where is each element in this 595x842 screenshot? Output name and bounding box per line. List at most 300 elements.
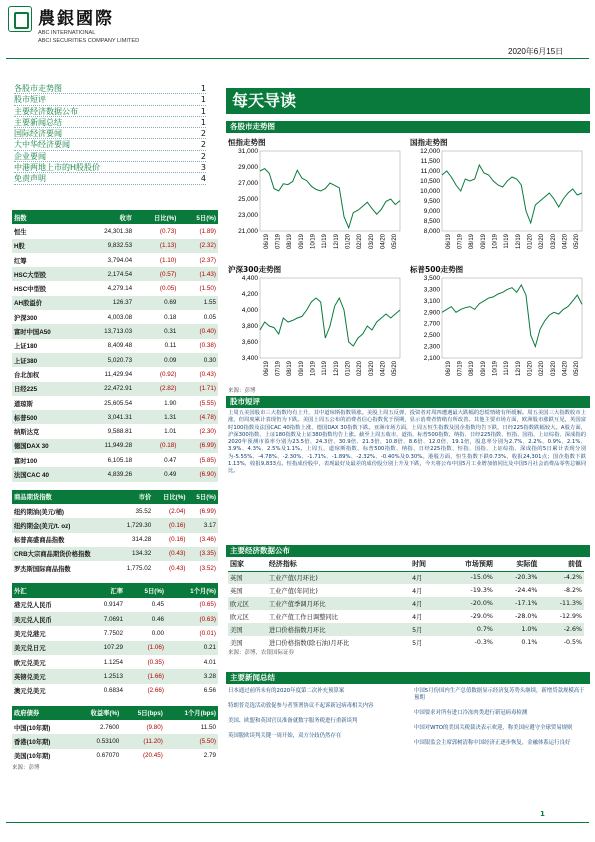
table-cell: 9,588.81 bbox=[107, 428, 133, 436]
table-row bbox=[12, 749, 218, 763]
y-tick-label: 9,500 bbox=[423, 198, 440, 205]
table-cell: 3.17 bbox=[187, 518, 218, 532]
table-cell: 中国(10年期) bbox=[14, 724, 51, 732]
charts-section-title: 各股市走势图 bbox=[226, 121, 590, 133]
table-cell: 7.7502 bbox=[103, 629, 124, 637]
table-cell: (1.43) bbox=[178, 267, 218, 281]
table-row bbox=[228, 597, 584, 610]
table-cell: 1,775.02 bbox=[126, 564, 152, 572]
table-cell: 25,605.54 bbox=[104, 399, 133, 407]
x-tick-label: 12/19 bbox=[515, 361, 522, 377]
x-tick-label: 05/20 bbox=[574, 234, 581, 250]
table-cell: 澳元兑美元 bbox=[14, 688, 46, 696]
table-header-cell: 市价 bbox=[116, 490, 153, 504]
table-header-cell: 经济指标 bbox=[267, 558, 410, 571]
table-header-row bbox=[228, 558, 584, 571]
y-tick-label: 23,000 bbox=[238, 212, 258, 219]
toc-entry[interactable] bbox=[14, 83, 206, 94]
news-item[interactable]: 中国银监会主席郭树清称中国经济正逐步恢复，金融体系运行良好 bbox=[414, 740, 571, 746]
table-cell: 126.37 bbox=[80, 296, 134, 310]
table-cell: 4月 bbox=[412, 588, 423, 595]
table-cell: 24,301.38 bbox=[104, 227, 133, 235]
table-cell: (0.01) bbox=[199, 629, 216, 637]
news-item[interactable]: 特朗普竞选活动敦促参与者签署协议不起诉新冠病毒相关内容 bbox=[228, 703, 374, 709]
x-tick-label: 04/20 bbox=[380, 234, 387, 250]
table-row bbox=[12, 467, 218, 481]
econ-table bbox=[228, 558, 584, 649]
table-cell: 1.0% bbox=[495, 623, 540, 636]
news-item[interactable]: 中国要求对所有进口冷冻肉类进行新冠病毒检测 bbox=[414, 710, 528, 716]
table-header-cell: 收益率(%) bbox=[72, 706, 121, 720]
y-tick-label: 3,300 bbox=[423, 286, 440, 294]
footer-divider bbox=[6, 822, 589, 823]
y-tick-label: 4,200 bbox=[241, 291, 258, 298]
table-cell: 4,839.26 bbox=[80, 467, 134, 481]
x-tick-label: 10/19 bbox=[492, 234, 499, 250]
table-cell: -29.0% bbox=[470, 613, 493, 620]
table-cell: 5月 bbox=[410, 623, 441, 636]
toc-entry-page: 1 bbox=[200, 117, 206, 127]
table-header-cell: 汇率 bbox=[85, 583, 125, 597]
table-cell: 1.01 bbox=[164, 428, 177, 436]
y-tick-label: 2,100 bbox=[423, 355, 440, 362]
table-cell: 0.69 bbox=[134, 296, 178, 310]
table-header-row bbox=[12, 706, 218, 720]
table-cell: 9,832.53 bbox=[80, 239, 134, 253]
table-header-cell: 国家 bbox=[228, 558, 267, 571]
company-logo bbox=[8, 6, 32, 32]
toc-entry[interactable] bbox=[14, 94, 206, 105]
table-cell: 314.28 bbox=[132, 536, 152, 544]
table-cell: -20.0% bbox=[441, 597, 495, 610]
table-cell: 法国CAC 40 bbox=[12, 467, 80, 481]
table-cell: 4,003.08 bbox=[107, 313, 133, 321]
x-tick-label: 05/20 bbox=[574, 361, 581, 377]
table-cell: AH股溢价 bbox=[12, 296, 80, 310]
news-list-left bbox=[228, 688, 398, 748]
table-cell: (6.90) bbox=[178, 467, 218, 481]
table-cell: 红筹 bbox=[14, 257, 27, 265]
table-cell: 0.21 bbox=[166, 641, 218, 655]
table-cell: (0.92) bbox=[159, 370, 177, 378]
table-cell: 2.7600 bbox=[99, 723, 120, 731]
table-cell: (11.20) bbox=[121, 734, 165, 748]
table-cell: -2.6% bbox=[539, 623, 584, 636]
table-cell: 罗杰斯国际商品指数 bbox=[14, 565, 71, 573]
chart-title-spx: 标普500走势图 bbox=[410, 265, 464, 274]
toc-entry-page: 2 bbox=[200, 140, 206, 150]
table-cell: 美国 bbox=[230, 640, 243, 647]
table-cell: HSC大型股 bbox=[12, 267, 80, 281]
table-row bbox=[12, 281, 218, 295]
x-tick-label: 05/20 bbox=[392, 361, 399, 377]
table-cell: -4.2% bbox=[539, 571, 584, 584]
table-cell: 进口价格指数月环比 bbox=[267, 623, 410, 636]
table-cell: 11,429.94 bbox=[104, 370, 133, 378]
y-tick-label: 2,900 bbox=[423, 309, 440, 317]
table-cell: 134.32 bbox=[116, 547, 153, 561]
x-tick-label: 05/20 bbox=[392, 234, 399, 250]
table-cell: 美元兑港元 bbox=[14, 630, 46, 638]
y-tick-label: 12,000 bbox=[420, 148, 440, 155]
x-tick-label: 07/19 bbox=[275, 361, 282, 377]
table-cell: (0.65) bbox=[199, 601, 216, 609]
table-header-cell: 日比(%) bbox=[134, 210, 178, 224]
table-row bbox=[12, 253, 218, 267]
toc-entry-title: 免责声明 bbox=[14, 174, 46, 184]
table-header-cell: 日比(%) bbox=[153, 490, 187, 504]
market-commentary: 上周五美国股市三大指数均有上升，其中道琼斯指数领涨。美股上周五反弹，投资者对周四遭遇最大跌幅的恐慌情绪有所缓解。周五美国三大指数收市上涨，但周度累计表现仍为下跌。美国上周五公布的消费者信心指数优于预期，显示消费者情绪有所改善。其他主要市场方面，欧洲股市涨跌互见，英国富时100指数及法国CAC 40指数上涨，德国DAX 30指数下跌。亚洲市场方面，上周五恒生指数及国企指数均告下跌，日经225指数跌幅较大。A股方面，沪深300指数、上证180指数及上证380指数均告上涨。截至上周五收市，道指、标普500指数、纳指、日经225指数、恒指、国指、上证综指、深成指的2020年预测市盈率分别为23.5倍、24.3倍、30.9倍、21.3倍、10.8倍、8.6倍、12.0倍、19.1倍，股息率分别为2.7%、2.2%、0.9%、2.1%、3.9%、4.3%、2.5%及1.1%。上周五，道琼斯指数、标普500指数、纳指、日经225指数、恒指、国指、上证综指、深成指的5日累计表现分别为-5.55%、-4.78%、-2.30%、-1.71%、-1.89%、-2.32%、-0.40%及0.30%。港股方面，恒生指数下跌0.73%，收报24,301点；国企指数下跌1.13%，收报9,833点。恒指成份股中，表现最好及最差的成份股分别上升及下跌，今天将公布中国5月工业增加值同比及中国5月社会消费品零售总额同比。 bbox=[228, 410, 586, 475]
table-cell: 0.46 bbox=[125, 612, 166, 626]
toc-entry-title: 企业要闻 bbox=[14, 151, 46, 161]
table-cell: HSC中型股 bbox=[14, 286, 47, 294]
table-row bbox=[228, 584, 584, 597]
table-cell: (0.05) bbox=[159, 285, 177, 293]
news-item[interactable]: 中国对WTO的美国关税裁决表示欢迎，称美国应遵守全球贸易规则 bbox=[414, 725, 573, 731]
table-header-cell: 收市 bbox=[80, 210, 134, 224]
table-cell: 0.05 bbox=[203, 313, 216, 321]
x-tick-label: 07/19 bbox=[457, 234, 464, 250]
table-cell: 欧元区 bbox=[230, 614, 249, 621]
y-tick-label: 21,000 bbox=[238, 228, 258, 235]
table-cell: (2.82) bbox=[134, 382, 178, 396]
x-tick-label: 01/20 bbox=[527, 234, 534, 250]
x-tick-label: 09/19 bbox=[298, 361, 305, 377]
news-item[interactable]: 日本通过前所未有的2020年度第二次补充预算案 bbox=[228, 688, 345, 694]
charts-source-note: 来源：彭博 bbox=[228, 388, 256, 394]
x-tick-label: 11/19 bbox=[504, 361, 511, 376]
table-cell: 0.31 bbox=[134, 324, 178, 338]
table-row bbox=[12, 598, 218, 612]
news-item[interactable]: 中国5月份国内生产总值数据显示经济复苏势头继续，新增贷款规模高于预期 bbox=[414, 688, 585, 701]
toc-entry[interactable] bbox=[14, 106, 206, 117]
x-tick-label: 01/20 bbox=[345, 361, 352, 377]
x-tick-label: 12/19 bbox=[333, 361, 340, 377]
company-name-en-full: ABCI SECURITIES COMPANY LIMITED bbox=[38, 38, 140, 44]
y-tick-label: 27,000 bbox=[238, 180, 258, 187]
chart-title-csi300: 沪深300走势图 bbox=[228, 265, 282, 274]
table-row bbox=[12, 339, 218, 353]
y-tick-label: 11,000 bbox=[420, 168, 440, 175]
table-cell: (2.66) bbox=[147, 687, 165, 695]
toc-entry[interactable] bbox=[14, 151, 206, 162]
table-row bbox=[12, 239, 218, 253]
chart-csi300 bbox=[226, 274, 406, 384]
table-cell: 0.49 bbox=[134, 467, 178, 481]
table-of-contents bbox=[14, 83, 206, 185]
table-cell: (5.55) bbox=[199, 399, 216, 407]
chart-plot-area bbox=[442, 278, 582, 358]
toc-entry[interactable] bbox=[14, 139, 206, 150]
table-cell: 港元兑人民币 bbox=[14, 602, 52, 610]
y-tick-label: 4,000 bbox=[241, 307, 258, 314]
econ-section-title: 主要经济数据公布 bbox=[226, 545, 590, 557]
company-name-en: ABC INTERNATIONAL bbox=[38, 30, 96, 36]
table-cell: 4月 bbox=[410, 597, 441, 610]
table-row bbox=[12, 504, 218, 518]
x-tick-label: 06/19 bbox=[263, 361, 270, 377]
table-cell: 美元兑日元 bbox=[12, 641, 85, 655]
table-cell: 0.09 bbox=[134, 353, 178, 367]
table-cell: 0.67070 bbox=[96, 752, 120, 760]
table-cell: (1.10) bbox=[159, 256, 177, 264]
table-cell: 0.9147 bbox=[103, 601, 124, 609]
table-cell: (1.66) bbox=[125, 669, 166, 683]
chart-title-hscei: 国指走势图 bbox=[410, 138, 448, 147]
table-cell: 纽约期油(美元/桶) bbox=[14, 508, 65, 516]
table-cell: 0.47 bbox=[164, 456, 177, 464]
table-header-cell: 1个月(%) bbox=[166, 583, 218, 597]
toc-entry[interactable] bbox=[14, 173, 206, 184]
table-row bbox=[12, 720, 218, 734]
table-cell: (3.35) bbox=[187, 547, 218, 561]
table-cell: 工业产值(月环比) bbox=[267, 571, 410, 584]
table-cell: (2.30) bbox=[199, 428, 216, 436]
table-cell: -17.1% bbox=[495, 597, 540, 610]
table-cell: (0.73) bbox=[159, 227, 177, 235]
table-cell: (2.32) bbox=[178, 239, 218, 253]
table-cell: -28.0% bbox=[515, 613, 538, 620]
table-row bbox=[12, 267, 218, 281]
table-cell: 0.45 bbox=[151, 601, 165, 609]
table-cell: 恒生 bbox=[14, 228, 27, 236]
table-cell: -0.5% bbox=[563, 639, 582, 646]
table-cell: (0.63) bbox=[166, 612, 218, 626]
table-cell: -8.2% bbox=[563, 587, 582, 594]
page-banner: 每天导读 bbox=[226, 88, 590, 114]
table-cell: 上证180 bbox=[14, 343, 38, 351]
table-cell: (4.78) bbox=[178, 410, 218, 424]
toc-entry-title: 股市短评 bbox=[14, 95, 46, 105]
x-tick-label: 12/19 bbox=[515, 234, 522, 250]
x-tick-label: 08/19 bbox=[469, 234, 476, 250]
table-cell: (1.50) bbox=[199, 285, 216, 293]
x-tick-label: 01/20 bbox=[527, 361, 534, 377]
table-cell: 香港(10年期) bbox=[12, 734, 72, 748]
y-tick-label: 10,000 bbox=[420, 188, 440, 195]
table-cell: 3,041.31 bbox=[80, 410, 134, 424]
news-item[interactable]: 美国、欧盟和英国官员准备就数字服务税进行重新谈判 bbox=[228, 718, 358, 724]
table-cell: (0.40) bbox=[178, 324, 218, 338]
table-cell: 欧元区 bbox=[228, 597, 267, 610]
table-cell: 0.7% bbox=[441, 623, 495, 636]
table-cell: 进口价格指数(除石油)月环比 bbox=[268, 640, 350, 647]
x-tick-label: 08/19 bbox=[469, 361, 476, 377]
x-tick-label: 11/19 bbox=[322, 234, 329, 249]
table-row bbox=[12, 612, 218, 626]
table-cell: 5月 bbox=[412, 640, 423, 647]
table-row bbox=[12, 518, 218, 532]
table-cell: (2.04) bbox=[168, 507, 186, 515]
table-cell: 标普500 bbox=[12, 410, 80, 424]
table-cell: 日经225 bbox=[12, 382, 80, 396]
x-tick-label: 11/19 bbox=[504, 234, 511, 249]
table-cell: -19.3% bbox=[470, 587, 493, 594]
table-cell: 1.1254 bbox=[103, 658, 124, 666]
table-cell: (5.85) bbox=[199, 456, 216, 464]
toc-entry-page: 1 bbox=[200, 106, 206, 116]
x-tick-label: 09/19 bbox=[480, 234, 487, 250]
chart-plot-area bbox=[260, 278, 400, 358]
table-cell: 4,279.14 bbox=[107, 285, 133, 293]
table-cell: (1.89) bbox=[199, 227, 216, 235]
table-cell: 英国 bbox=[230, 588, 243, 595]
table-row bbox=[12, 296, 218, 310]
y-tick-label: 2,700 bbox=[423, 320, 440, 328]
table-cell: (6.99) bbox=[178, 439, 218, 453]
table-cell: (20.45) bbox=[142, 752, 163, 760]
y-tick-label: 3,400 bbox=[241, 355, 258, 362]
table-cell: 德国DAX 30 bbox=[12, 439, 80, 453]
table-cell: 工业产值工作日调整同比 bbox=[268, 614, 339, 621]
commodity-table bbox=[12, 490, 218, 576]
toc-entry[interactable] bbox=[14, 162, 206, 173]
table-cell: 0.18 bbox=[164, 313, 177, 321]
table-header-cell: 市场预期 bbox=[441, 558, 495, 571]
table-row bbox=[12, 382, 218, 396]
bond-table bbox=[12, 706, 218, 763]
chart-plot-area bbox=[442, 151, 582, 231]
table-cell: 3,794.04 bbox=[107, 256, 133, 264]
table-cell: 35.52 bbox=[135, 507, 152, 515]
chart-plot-area bbox=[260, 151, 400, 231]
table-header-row bbox=[12, 490, 218, 504]
y-tick-label: 25,000 bbox=[238, 196, 258, 203]
x-tick-label: 08/19 bbox=[287, 361, 294, 377]
table-header-cell: 前值 bbox=[539, 558, 584, 571]
table-cell: 7.0691 bbox=[85, 612, 125, 626]
chart-spx bbox=[408, 274, 588, 384]
table-cell: 纽约期金(美元/t. oz) bbox=[12, 518, 116, 532]
table-row bbox=[12, 367, 218, 381]
x-tick-label: 10/19 bbox=[492, 361, 499, 377]
series-line bbox=[442, 285, 582, 347]
table-cell: 5,020.73 bbox=[80, 353, 134, 367]
y-tick-label: 9,000 bbox=[423, 208, 440, 215]
table-cell: (0.43) bbox=[168, 564, 186, 572]
table-cell: 1.55 bbox=[178, 296, 218, 310]
table-cell: (0.43) bbox=[199, 370, 216, 378]
table-cell: 2.79 bbox=[203, 752, 216, 760]
table-row bbox=[12, 533, 218, 547]
table-cell: 台北加权 bbox=[14, 371, 40, 379]
x-tick-label: 01/20 bbox=[345, 234, 352, 250]
table-cell: 美国 bbox=[228, 623, 267, 636]
table-header-row bbox=[12, 583, 218, 597]
company-name-cn: 農銀國際 bbox=[38, 9, 114, 29]
table-header-cell: 政府债券 bbox=[12, 706, 72, 720]
y-tick-label: 10,500 bbox=[420, 178, 440, 185]
x-tick-label: 03/20 bbox=[550, 361, 557, 377]
table-cell: 3.28 bbox=[166, 669, 218, 683]
table-cell: 美元兑人民币 bbox=[12, 612, 85, 626]
table-row bbox=[12, 655, 218, 669]
left-tables bbox=[12, 210, 218, 771]
table-cell: (2.37) bbox=[199, 256, 216, 264]
toc-entry-title: 大中华经济要闻 bbox=[14, 140, 70, 150]
toc-entry-title: 各股市走势图 bbox=[14, 84, 62, 93]
y-tick-label: 3,100 bbox=[423, 297, 440, 305]
market-section-title: 股市短评 bbox=[226, 396, 590, 408]
header-divider bbox=[6, 58, 589, 59]
table-cell: 1.90 bbox=[164, 399, 177, 407]
fx-table bbox=[12, 583, 218, 697]
table-cell: 纳斯达克 bbox=[14, 429, 40, 437]
x-tick-label: 09/19 bbox=[480, 361, 487, 377]
table-cell: -24.4% bbox=[515, 587, 538, 594]
table-cell: (0.18) bbox=[134, 439, 178, 453]
table-cell: 1.2513 bbox=[85, 669, 125, 683]
table-header-cell: 5日(%) bbox=[125, 583, 166, 597]
table-cell: 1.31 bbox=[134, 410, 178, 424]
table-row bbox=[12, 547, 218, 561]
table-cell: 11,949.28 bbox=[80, 439, 134, 453]
table-header-cell: 指数 bbox=[12, 210, 80, 224]
x-tick-label: 02/20 bbox=[357, 361, 364, 377]
table-cell: 1,729.30 bbox=[116, 518, 153, 532]
toc-entry-page: 4 bbox=[200, 174, 206, 184]
y-tick-label: 8,000 bbox=[423, 228, 440, 235]
table-cell: (1.71) bbox=[178, 382, 218, 396]
table-cell: 6.56 bbox=[203, 687, 216, 695]
table-header-cell: 外汇 bbox=[12, 583, 85, 597]
table-row bbox=[12, 424, 218, 438]
toc-entry[interactable] bbox=[14, 128, 206, 139]
x-tick-label: 07/19 bbox=[275, 234, 282, 250]
table-cell: 沪深300 bbox=[14, 314, 38, 322]
table-row bbox=[12, 641, 218, 655]
table-cell: 工业产值(年同比) bbox=[268, 588, 318, 595]
table-cell: 11.50 bbox=[200, 723, 216, 731]
table-cell: 欧元兑美元 bbox=[14, 659, 46, 667]
table-cell: (1.06) bbox=[125, 641, 166, 655]
table-cell: (0.38) bbox=[199, 342, 216, 350]
x-tick-label: 11/19 bbox=[322, 361, 329, 376]
table-cell: 13,713.03 bbox=[80, 324, 134, 338]
table-row bbox=[228, 610, 584, 623]
index-table bbox=[12, 210, 218, 482]
chart-hsi bbox=[226, 147, 406, 257]
x-tick-label: 02/20 bbox=[357, 234, 364, 250]
table-cell: 0.6834 bbox=[103, 687, 124, 695]
news-item[interactable]: 英国脱欧谈判关键一周开始，双方分歧仍然存在 bbox=[228, 733, 342, 739]
chart-hscei bbox=[408, 147, 588, 257]
news-list-right bbox=[414, 688, 586, 755]
table-cell: 4月 bbox=[410, 571, 441, 584]
table-cell: (0.35) bbox=[147, 658, 165, 666]
toc-entry[interactable] bbox=[14, 117, 206, 128]
table-cell: (3.52) bbox=[199, 564, 216, 572]
table-header-cell: 5日(bps) bbox=[121, 706, 165, 720]
table-header-cell: 1个月(bps) bbox=[165, 706, 218, 720]
table-row bbox=[12, 626, 218, 640]
table-header-cell: 实际值 bbox=[495, 558, 540, 571]
toc-entry-title: 中港两地上市的H股股价 bbox=[14, 163, 101, 173]
table-cell: CRB大宗商品期货价格指数 bbox=[12, 547, 116, 561]
table-cell: 8,409.48 bbox=[107, 342, 133, 350]
table-cell: -11.3% bbox=[539, 597, 584, 610]
table-row bbox=[228, 571, 584, 584]
table-cell: 0.53100 bbox=[72, 734, 121, 748]
table-header-cell: 商品期货指数 bbox=[12, 490, 116, 504]
table-cell: -20.3% bbox=[495, 571, 540, 584]
table-cell: 2,174.54 bbox=[80, 267, 134, 281]
y-tick-label: 3,500 bbox=[423, 275, 440, 282]
table-row bbox=[12, 224, 218, 238]
table-row bbox=[12, 453, 218, 467]
page-number: 1 bbox=[540, 810, 545, 818]
table-row bbox=[12, 561, 218, 575]
